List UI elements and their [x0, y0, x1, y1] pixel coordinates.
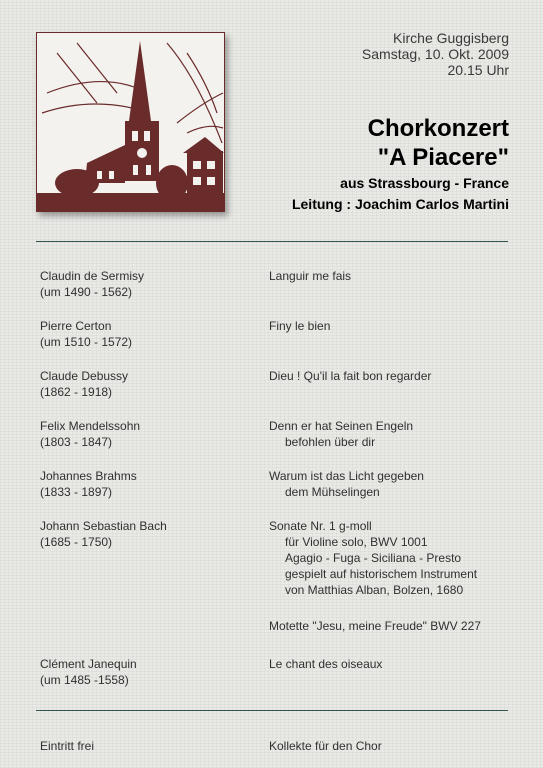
footer — [40, 738, 510, 754]
composer-dates: (1803 - 1847) — [40, 435, 113, 449]
date: Samstag, 10. Okt. 2009 — [361, 46, 509, 62]
program-list — [40, 268, 510, 688]
program-row — [40, 518, 510, 598]
program-row — [40, 418, 510, 450]
composer-dates: (um 1485 -1558) — [40, 673, 129, 687]
church-logo-icon — [36, 32, 225, 212]
composer-dates: (1685 - 1750) — [40, 535, 113, 549]
divider-bottom — [36, 710, 508, 711]
composer-dates: (1862 - 1918) — [40, 385, 113, 399]
work-title: Sonate Nr. 1 g-moll — [269, 519, 372, 533]
work-title: Le chant des oiseaux — [269, 657, 383, 671]
work-title: Denn er hat Seinen Engeln — [269, 419, 414, 433]
title-block — [292, 114, 509, 214]
program-row — [40, 368, 510, 400]
composer-name: Claudin de Sermisy — [40, 269, 145, 283]
composer-name: Pierre Certon — [40, 319, 112, 333]
work-title: Finy le bien — [269, 319, 331, 333]
work-detail: von Matthias Alban, Bolzen, 1680 — [285, 583, 464, 597]
choir-origin: aus Strassbourg - France — [340, 175, 509, 191]
work-title-continued: dem Mühselingen — [285, 485, 380, 499]
work-detail: für Violine solo, BWV 1001 — [285, 535, 428, 549]
composer-name: Felix Mendelssohn — [40, 419, 141, 433]
composer-name: Clément Janequin — [40, 657, 137, 671]
composer-name: Johann Sebastian Bach — [40, 519, 167, 533]
program-row — [40, 618, 510, 634]
program-row — [40, 318, 510, 350]
time: 20.15 Uhr — [447, 62, 509, 78]
program-row — [40, 656, 510, 688]
page-subtitle: "A Piacere" — [377, 144, 509, 171]
page-title: Chorkonzert — [367, 115, 509, 142]
composer-name: Johannes Brahms — [40, 469, 137, 483]
work-title: Motette "Jesu, meine Freude" BWV 227 — [269, 619, 481, 633]
collection-note: Kollekte für den Chor — [269, 739, 382, 753]
event-info — [362, 30, 509, 78]
work-title: Languir me fais — [269, 269, 352, 283]
program-row — [40, 468, 510, 500]
composer-dates: (um 1510 - 1572) — [40, 335, 133, 349]
admission-note: Eintritt frei — [40, 739, 95, 753]
divider-top — [36, 241, 508, 242]
composer-dates: (1833 - 1897) — [40, 485, 113, 499]
work-title-continued: befohlen über dir — [285, 435, 376, 449]
work-detail: Agagio - Fuga - Siciliana - Presto — [285, 551, 462, 565]
composer-name: Claude Debussy — [40, 369, 129, 383]
program-row — [40, 268, 510, 300]
work-detail: gespielt auf historischem Instrument — [285, 567, 478, 581]
location: Kirche Guggisberg — [393, 30, 509, 46]
composer-dates: (um 1490 - 1562) — [40, 285, 133, 299]
work-title: Dieu ! Qu'il la fait bon regarder — [269, 369, 432, 383]
work-title: Warum ist das Licht gegeben — [269, 469, 424, 483]
conductor: Leitung : Joachim Carlos Martini — [291, 196, 509, 212]
